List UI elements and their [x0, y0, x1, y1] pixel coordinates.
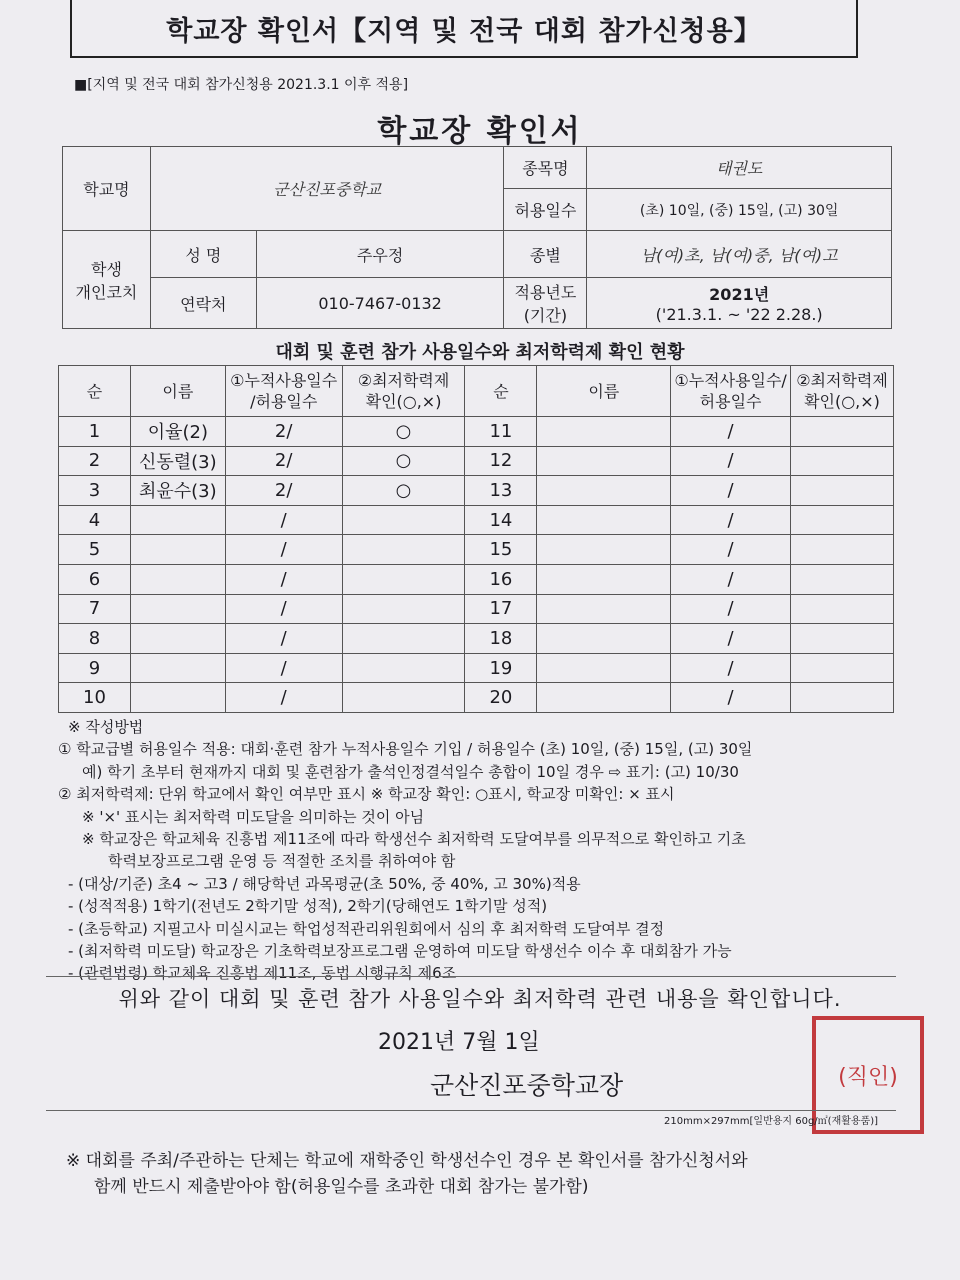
year-value: 2021년: [709, 285, 770, 304]
min-check: [791, 624, 894, 654]
row-no: 10: [59, 683, 131, 713]
table-row: [59, 683, 894, 713]
sport-value: 태권도: [587, 147, 892, 189]
days-used: /: [225, 564, 342, 594]
note-line: - (최저학력 미도달) 학교장은 기초학력보장프로그램 운영하여 미도달 학생선수 이수 후 대회참가 가능: [68, 942, 732, 961]
header-min-left-line1: ②최저학력제: [357, 371, 450, 390]
days-used: /: [225, 624, 342, 654]
coach-label: 개인코치: [75, 282, 138, 302]
days-used: 2/: [225, 417, 342, 447]
student-name: [130, 564, 225, 594]
days-used: /: [225, 683, 342, 713]
student-name: 이율(2): [130, 417, 225, 447]
min-check: [342, 564, 465, 594]
year-value-cell: [587, 278, 892, 329]
name-value: 주우정: [256, 231, 504, 278]
min-check: [342, 683, 465, 713]
days-used: /: [671, 683, 791, 713]
header-name-right: 이름: [537, 366, 671, 417]
year-label-line1: 적용년도: [514, 283, 577, 302]
student-name: [537, 417, 671, 447]
name-label: 성 명: [150, 231, 256, 278]
student-name: [130, 653, 225, 683]
document-title-box: 학교장 확인서【지역 및 전국 대회 참가신청용】: [70, 0, 858, 58]
basic-info-table: [62, 146, 892, 329]
header-min-left: [342, 366, 465, 417]
min-check: [342, 505, 465, 535]
min-check: ○: [342, 417, 465, 447]
row-no: 16: [465, 564, 537, 594]
year-label: [504, 278, 587, 329]
header-name-left: 이름: [130, 366, 225, 417]
seal-text: (직인): [838, 1064, 898, 1090]
table-row: [59, 505, 894, 535]
days-used: /: [671, 594, 791, 624]
confirmation-date: 2021년 7월 1일: [378, 1030, 540, 1055]
days-used: /: [225, 535, 342, 565]
usage-section-title: 대회 및 훈련 참가 사용일수와 최저학력제 확인 현황: [275, 342, 685, 363]
row-no: 3: [59, 476, 131, 506]
row-no: 6: [59, 564, 131, 594]
days-used: /: [671, 505, 791, 535]
row-no: 5: [59, 535, 131, 565]
category-label: 종별: [504, 231, 587, 278]
student-name: 신동렬(3): [130, 446, 225, 476]
student-name: [130, 505, 225, 535]
usage-header-row: [59, 366, 894, 417]
min-check: ○: [342, 476, 465, 506]
min-check: [791, 535, 894, 565]
footer-line-1: ※ 대회를 주최/주관하는 단체는 학교에 재학중인 학생선수인 경우 본 확인서를 참가신청서와: [66, 1151, 748, 1171]
min-check: [791, 594, 894, 624]
row-no: 19: [465, 653, 537, 683]
table-row: [59, 564, 894, 594]
year-period: ('21.3.1. ~ '22 2.28.): [655, 305, 823, 324]
min-check: [791, 476, 894, 506]
footer-note: [66, 1148, 906, 1200]
min-check: [791, 417, 894, 447]
student-name: [130, 683, 225, 713]
allowed-days-label: 허용일수: [504, 189, 587, 231]
row-no: 15: [465, 535, 537, 565]
writing-instructions: [58, 716, 908, 985]
allowed-days-value: (초) 10일, (중) 15일, (고) 30일: [587, 189, 892, 231]
row-no: 20: [465, 683, 537, 713]
header-days-right-line1: ①누적사용일수/: [674, 371, 787, 390]
header-no-left: 순: [59, 366, 131, 417]
note-line: ※ '×' 표시는 최저학력 미도달을 의미하는 것이 아님: [82, 807, 425, 826]
header-days-right-line2: 허용일수: [699, 392, 762, 411]
student-name: [537, 505, 671, 535]
days-used: /: [225, 594, 342, 624]
student-name: [130, 535, 225, 565]
student-name: [130, 594, 225, 624]
min-check: [791, 653, 894, 683]
row-no: 7: [59, 594, 131, 624]
note-line: - (초등학교) 지필고사 미실시교는 학업성적관리위원회에서 심의 후 최저학력 도달여부 결정: [68, 919, 665, 938]
header-no-right: 순: [465, 366, 537, 417]
days-used: /: [671, 624, 791, 654]
header-days-left-line2: /허용일수: [250, 392, 318, 411]
row-no: 12: [465, 446, 537, 476]
min-check: [791, 564, 894, 594]
note-line: - (성적적용) 1학기(전년도 2학기말 성적), 2학기(당해연도 1학기말 성적): [68, 897, 548, 916]
row-no: 14: [465, 505, 537, 535]
min-check: [791, 505, 894, 535]
student-name: 최윤수(3): [130, 476, 225, 506]
divider: [46, 1110, 896, 1111]
student-coach-label: [63, 231, 151, 329]
row-no: 9: [59, 653, 131, 683]
table-row: [59, 624, 894, 654]
header-min-left-line2: 확인(○,×): [365, 392, 442, 411]
days-used: 2/: [225, 476, 342, 506]
footer-line-2: 함께 반드시 제출받아야 함(허용일수를 초과한 대회 참가는 불가함): [94, 1177, 589, 1197]
main-title: 학교장 확인서: [377, 114, 583, 149]
student-name: [537, 594, 671, 624]
min-check: [791, 683, 894, 713]
min-check: [342, 653, 465, 683]
table-row: [59, 446, 894, 476]
note-line: ※ 학교장은 학교체육 진흥법 제11조에 따라 학생선수 최저학력 도달여부를 의무적으로 확인하고 기초: [82, 830, 746, 849]
row-no: 17: [465, 594, 537, 624]
student-name: [130, 624, 225, 654]
note-line: ※ 작성방법: [68, 718, 144, 736]
student-name: [537, 446, 671, 476]
divider: [46, 976, 896, 977]
sport-label: 종목명: [504, 147, 587, 189]
row-no: 2: [59, 446, 131, 476]
student-label: 학생: [90, 259, 122, 279]
days-used: /: [671, 564, 791, 594]
note-line: 예) 학기 초부터 현재까지 대회 및 훈련참가 출석인정결석일수 총합이 10일 경우 ⇨ 표기: (고) 10/30: [82, 762, 739, 781]
row-no: 8: [59, 624, 131, 654]
header-days-left: [225, 366, 342, 417]
days-used: /: [671, 653, 791, 683]
note-line: 학력보장프로그램 운영 등 적절한 조치를 취하여야 함: [108, 852, 456, 871]
table-row: [59, 594, 894, 624]
row-no: 13: [465, 476, 537, 506]
row-no: 11: [465, 417, 537, 447]
note-line: - (관련법령) 학교체육 진흥법 제11조, 동법 시행규칙 제6조: [68, 964, 457, 983]
principal-signature: 군산진포중학교장: [430, 1071, 624, 1100]
row-no: 4: [59, 505, 131, 535]
student-name: [537, 624, 671, 654]
note-line: ① 학교급별 허용일수 적용: 대회·훈련 참가 누적사용일수 기입 / 허용일수 (초) 10일, (중) 15일, (고) 30일: [58, 740, 753, 759]
min-check: [342, 594, 465, 624]
category-value: 남(여)초, 남(여)중, 남(여)고: [587, 231, 892, 278]
note-line: - (대상/기준) 초4 ~ 고3 / 해당학년 과목평균(초 50%, 중 40%, 고 30%)적용: [68, 874, 581, 893]
paper-size-note: 210mm×297mm[일반용지 60g/㎡(재활용품)]: [664, 1116, 879, 1127]
min-check: [791, 446, 894, 476]
table-row: [59, 476, 894, 506]
header-days-right: [671, 366, 791, 417]
row-no: 1: [59, 417, 131, 447]
school-label: 학교명: [63, 147, 151, 231]
contact-value: 010-7467-0132: [256, 278, 504, 329]
header-days-left-line1: ①누적사용일수: [230, 371, 338, 390]
student-name: [537, 564, 671, 594]
days-used: /: [225, 653, 342, 683]
header-min-right: [791, 366, 894, 417]
applicability-note: ■[지역 및 전국 대회 참가신청용 2021.3.1 이후 적용]: [74, 77, 409, 93]
min-check: ○: [342, 446, 465, 476]
confirmation-statement: 위와 같이 대회 및 훈련 참가 사용일수와 최저학력 관련 내용을 확인합니다.: [118, 987, 842, 1011]
row-no: 18: [465, 624, 537, 654]
header-min-right-line1: ②최저학력제: [796, 371, 888, 390]
table-row: [59, 653, 894, 683]
min-check: [342, 535, 465, 565]
school-value: 군산진포중학교: [150, 147, 504, 231]
student-name: [537, 683, 671, 713]
table-row: [59, 417, 894, 447]
student-name: [537, 535, 671, 565]
min-check: [342, 624, 465, 654]
days-used: 2/: [225, 446, 342, 476]
days-used: /: [671, 535, 791, 565]
days-used: /: [225, 505, 342, 535]
days-used: /: [671, 446, 791, 476]
header-min-right-line2: 확인(○,×): [804, 392, 880, 411]
days-used: /: [671, 417, 791, 447]
student-name: [537, 653, 671, 683]
contact-label: 연락처: [150, 278, 256, 329]
usage-table: [58, 365, 894, 713]
note-line: ② 최저학력제: 단위 학교에서 확인 여부만 표시 ※ 학교장 확인: ○표시, 학교장 미확인: × 표시: [58, 785, 675, 804]
year-label-line2: (기간): [523, 306, 568, 325]
table-row: [59, 535, 894, 565]
student-name: [537, 476, 671, 506]
days-used: /: [671, 476, 791, 506]
